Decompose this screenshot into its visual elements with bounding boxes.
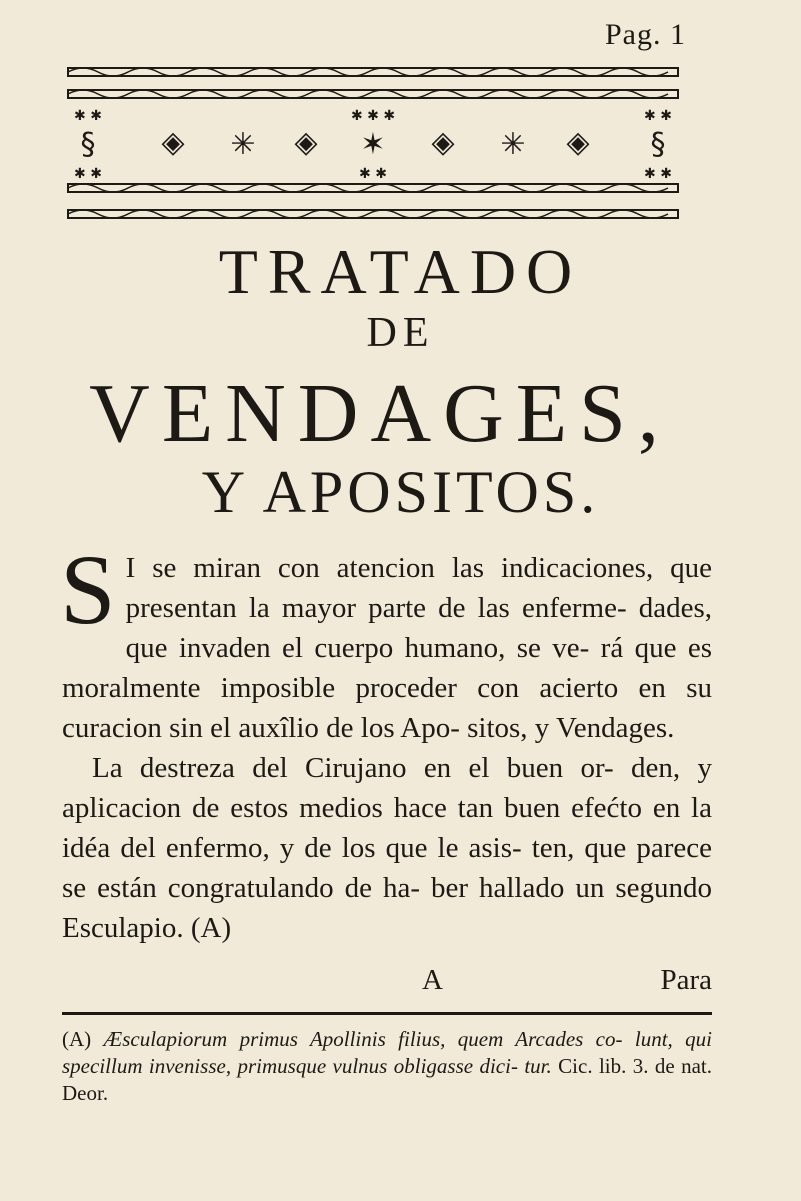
title-de: DE [366,310,435,356]
main-text [60,534,712,948]
svg-text:◈: ◈ [294,125,318,160]
paragraph-2: La destreza del Cirujano en el buen or- den, y aplicacion de estos medios hace tan buen efećto en la idéa del enfermo, y de los que le asis- ten, que parece se están congratulando de ha- ber hallado un segundo Esculapio. (A) [62,752,712,944]
footnote [62,1026,712,1107]
footnote-rule [62,1012,712,1015]
svg-text:✳: ✳ [500,127,526,162]
svg-text:◈: ◈ [431,125,455,160]
paragraph-1 [60,534,712,748]
footnote-latin: Æsculapiorum primus Apollinis filius, quem Arcades co- lunt, qui specillum invenisse, primusque vulnus obligasse dici- tur. [62,1027,713,1078]
svg-text:✱ ✱: ✱ ✱ [359,166,387,182]
svg-text:§: § [650,127,666,162]
decorative-headpiece [58,62,688,242]
catchword: Para [660,964,712,996]
page-number: Pag. 1 [605,18,686,51]
svg-text:✱ ✱: ✱ ✱ [644,108,672,124]
drop-cap: S [60,534,116,645]
svg-text:✶: ✶ [360,127,386,162]
svg-text:✱ ✱: ✱ ✱ [74,166,102,182]
svg-text:◈: ◈ [566,125,590,160]
paragraph-1-text: I se miran con atencion las indicaciones, que presentan la mayor parte de las enferme- dades, que invaden el cuerpo humano, se ve- rá que es moralmente imposible proceder con acierto en su curacion sin el auxîlio de los Apo- sitos, y Vendages. [62,552,712,744]
footnote-citation: Cic. lib. 3. de nat. Deor. [62,1054,713,1105]
svg-text:✱ ✱ ✱: ✱ ✱ ✱ [350,108,396,124]
svg-text:✱ ✱: ✱ ✱ [644,166,672,182]
title-tratado: TRATADO [218,236,583,307]
svg-text:✳: ✳ [230,127,256,162]
svg-text:§: § [80,127,96,162]
signature-mark: A [422,964,443,996]
svg-text:◈: ◈ [161,125,185,160]
footnote-marker: (A) [62,1027,92,1051]
title-vendages: VENDAGES, [89,367,671,460]
title-apositos: Y APOSITOS. [201,459,600,525]
svg-text:✱ ✱: ✱ ✱ [74,108,102,124]
